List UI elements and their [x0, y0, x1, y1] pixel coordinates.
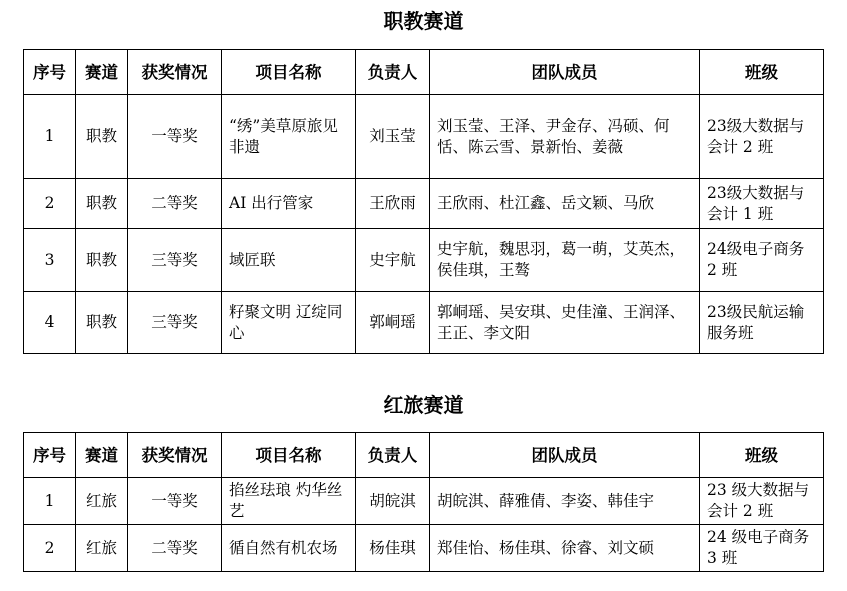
cell-project: 循自然有机农场	[222, 525, 356, 572]
cell-track: 职教	[76, 229, 128, 292]
cell-no: 1	[24, 95, 76, 179]
header-leader: 负责人	[356, 50, 430, 95]
cell-members: 胡皖淇、薛雅倩、李姿、韩佳宇	[430, 478, 700, 525]
cell-track: 职教	[76, 95, 128, 179]
cell-no: 2	[24, 525, 76, 572]
table-header-row	[24, 50, 824, 95]
header-members: 团队成员	[430, 50, 700, 95]
table-row	[24, 525, 824, 572]
header-no: 序号	[24, 433, 76, 478]
cell-no: 4	[24, 292, 76, 354]
vocational-awards-table	[23, 49, 824, 354]
header-project: 项目名称	[222, 50, 356, 95]
cell-project: 域匠联	[222, 229, 356, 292]
cell-no: 2	[24, 179, 76, 229]
cell-no: 1	[24, 478, 76, 525]
cell-leader: 胡皖淇	[356, 478, 430, 525]
cell-class: 24 级电子商务 3 班	[700, 525, 824, 572]
cell-members: 郭峒瑶、吴安琪、史佳潼、王润泽、 王正、李文阳	[430, 292, 700, 354]
cell-class: 23级民航运输服务班	[700, 292, 824, 354]
cell-track: 职教	[76, 179, 128, 229]
cell-members: 郑佳怡、杨佳琪、徐睿、刘文硕	[430, 525, 700, 572]
header-award: 获奖情况	[128, 50, 222, 95]
cell-members: 史宇航，魏思羽，葛一萌，艾英杰，侯佳琪，王骜	[430, 229, 700, 292]
cell-award: 三等奖	[128, 229, 222, 292]
section-title-red-tour: 红旅赛道	[383, 393, 464, 417]
cell-leader: 刘玉莹	[356, 95, 430, 179]
cell-members: 王欣雨、杜江鑫、岳文颖、马欣	[430, 179, 700, 229]
header-no: 序号	[24, 50, 76, 95]
header-leader: 负责人	[356, 433, 430, 478]
cell-project: 掐丝珐琅 灼华丝艺	[222, 478, 356, 525]
table-row	[24, 478, 824, 525]
cell-leader: 杨佳琪	[356, 525, 430, 572]
cell-award: 二等奖	[128, 179, 222, 229]
cell-award: 一等奖	[128, 95, 222, 179]
header-track: 赛道	[76, 433, 128, 478]
cell-no: 3	[24, 229, 76, 292]
cell-leader: 王欣雨	[356, 179, 430, 229]
table-row	[24, 179, 824, 229]
cell-project: AI 出行管家	[222, 179, 356, 229]
cell-award: 三等奖	[128, 292, 222, 354]
header-members: 团队成员	[430, 433, 700, 478]
header-class: 班级	[700, 50, 824, 95]
red-tour-awards-table	[23, 432, 824, 572]
header-project: 项目名称	[222, 433, 356, 478]
table-row	[24, 95, 824, 179]
cell-class: 23 级大数据与会计 2 班	[700, 478, 824, 525]
table-row	[24, 292, 824, 354]
cell-leader: 郭峒瑶	[356, 292, 430, 354]
cell-track: 红旅	[76, 525, 128, 572]
header-class: 班级	[700, 433, 824, 478]
table-row	[24, 229, 824, 292]
header-track: 赛道	[76, 50, 128, 95]
table-header-row	[24, 433, 824, 478]
cell-leader: 史宇航	[356, 229, 430, 292]
cell-project: “绣”美草原旅见非遗	[222, 95, 356, 179]
cell-class: 24级电子商务 2 班	[700, 229, 824, 292]
cell-members: 刘玉莹、王泽、尹金存、冯硕、何恬、陈云雪、景新怡、姜薇	[430, 95, 700, 179]
cell-class: 23级大数据与会计 1 班	[700, 179, 824, 229]
cell-track: 职教	[76, 292, 128, 354]
section-title-vocational: 职教赛道	[383, 9, 464, 33]
cell-track: 红旅	[76, 478, 128, 525]
cell-class: 23级大数据与会计 2 班	[700, 95, 824, 179]
cell-award: 一等奖	[128, 478, 222, 525]
cell-award: 二等奖	[128, 525, 222, 572]
cell-project: 籽聚文明 辽绽同心	[222, 292, 356, 354]
header-award: 获奖情况	[128, 433, 222, 478]
